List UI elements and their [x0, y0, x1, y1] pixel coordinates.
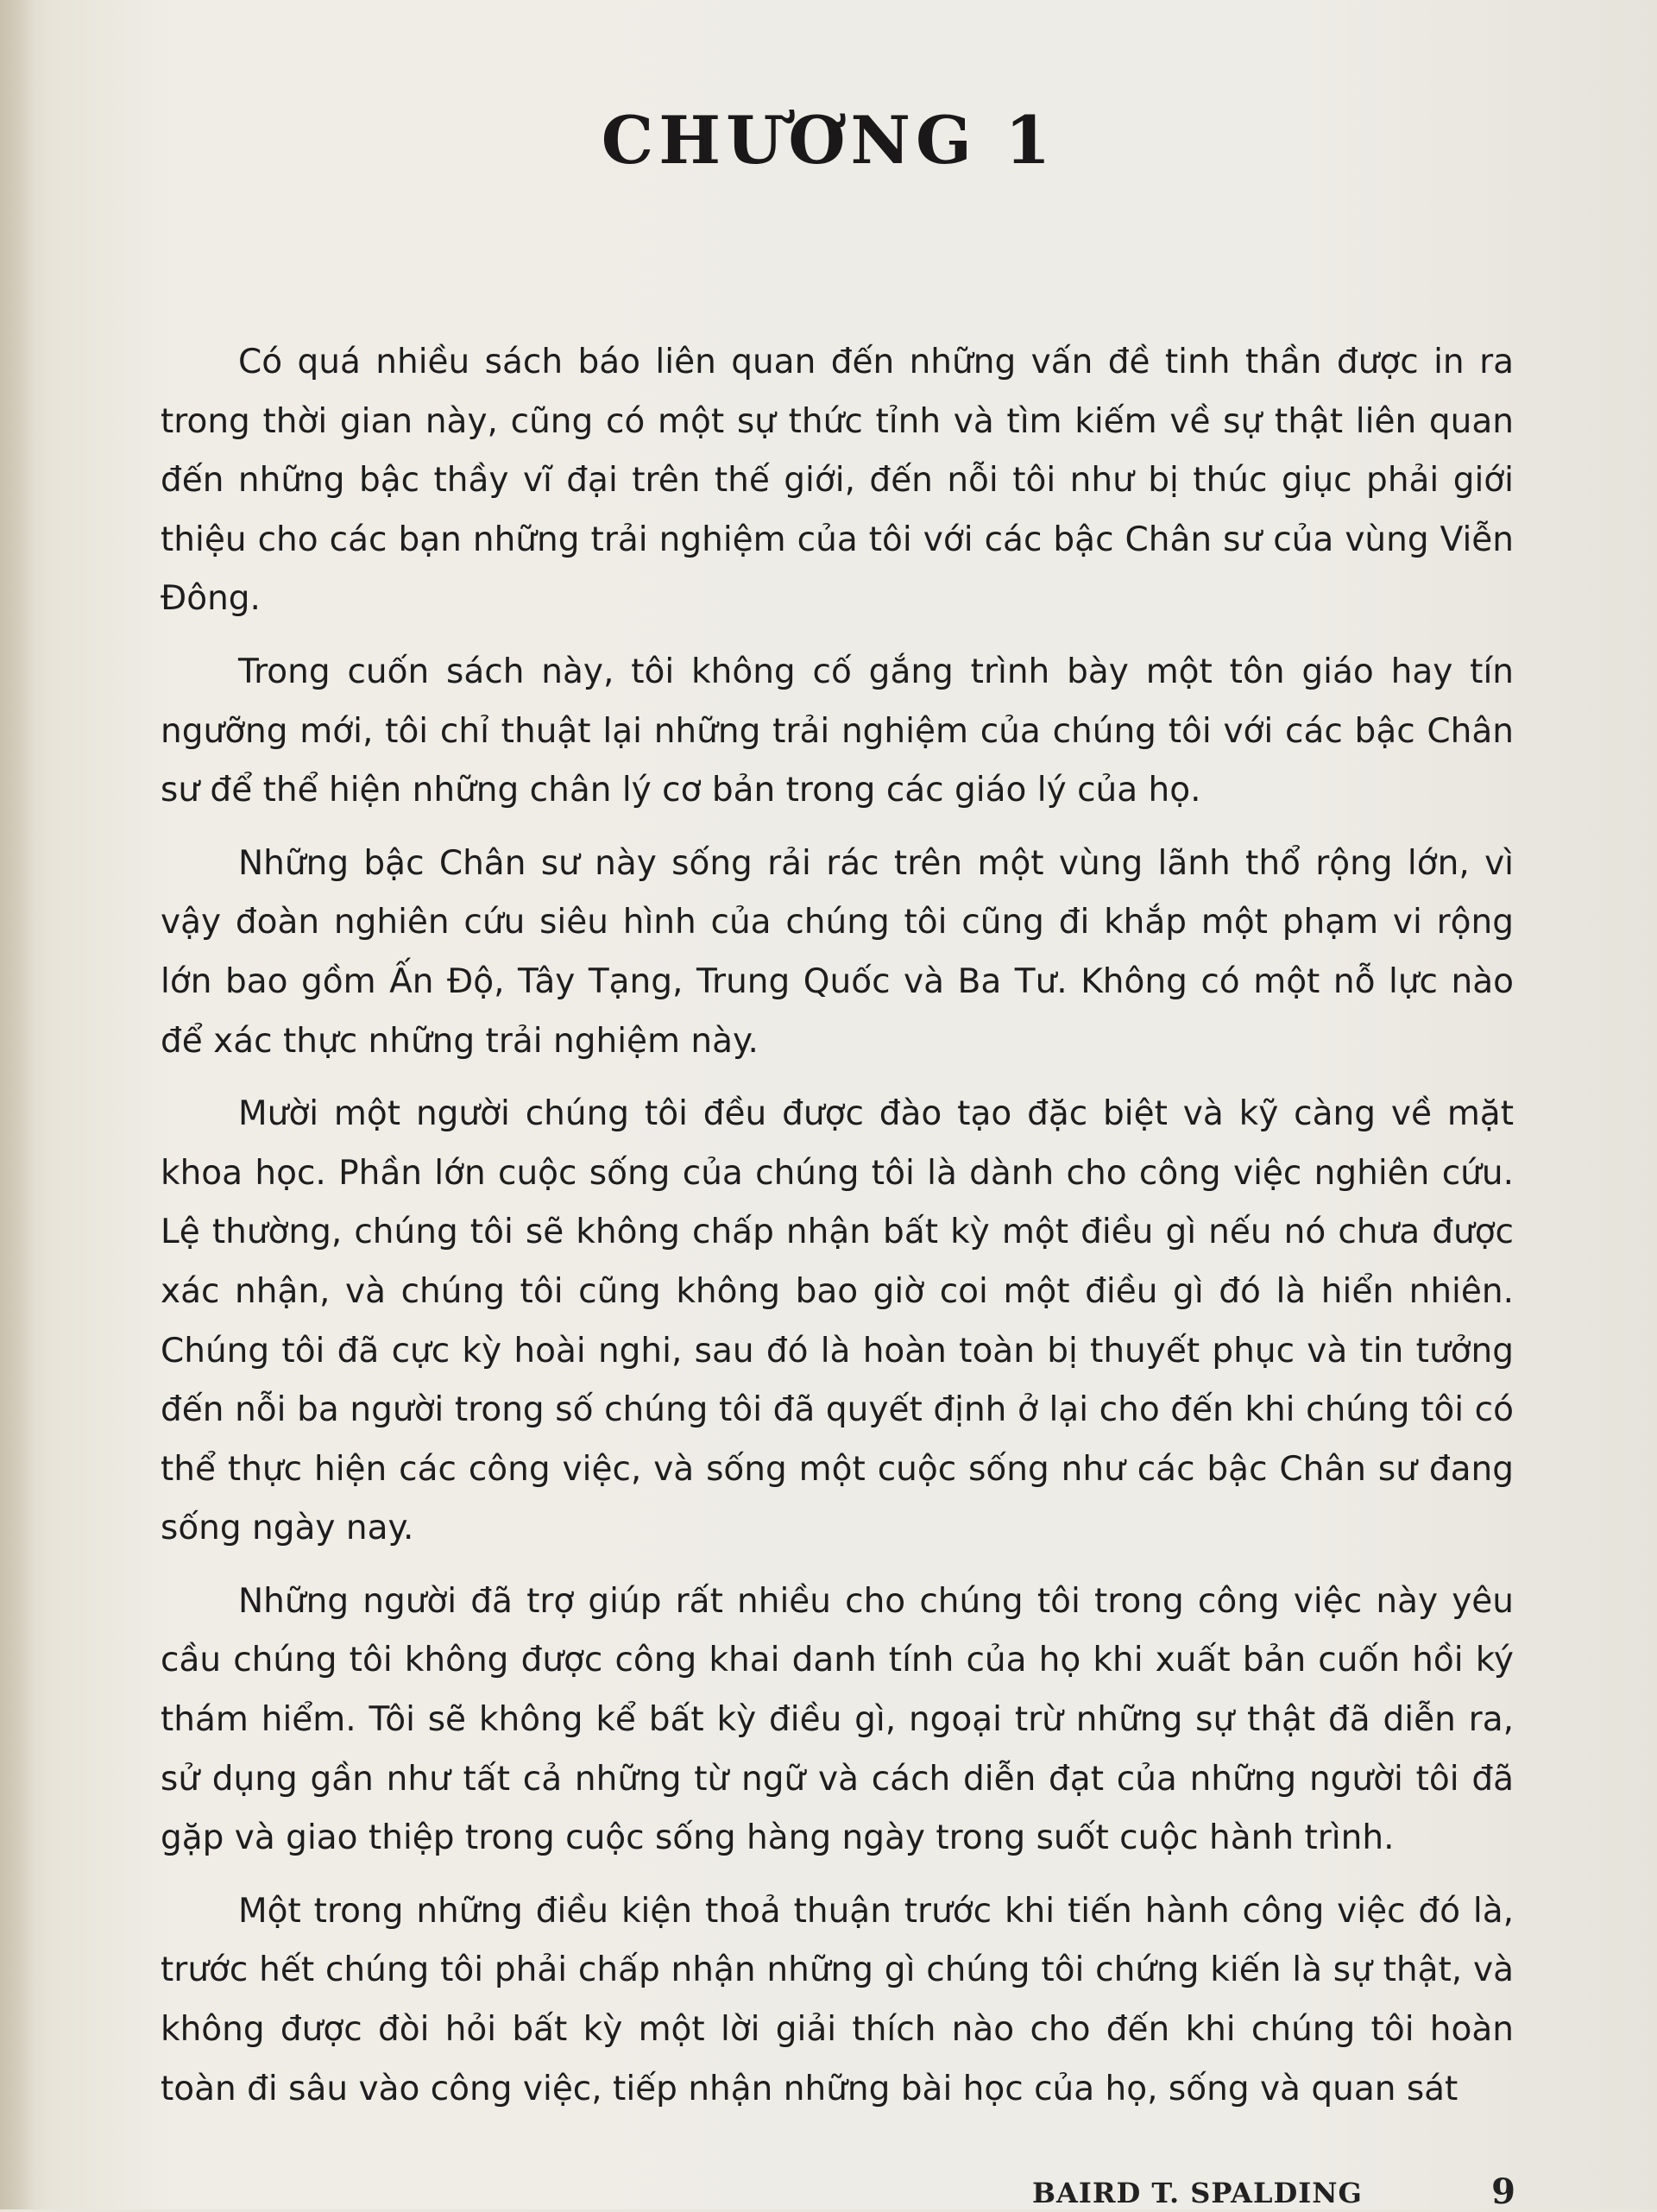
- paragraph-2: Trong cuốn sách này, tôi không cố gắng trình bày một tôn giáo hay tín ngưỡng mới, tôi chỉ thuật lại những trải nghiệm của chúng tôi với các bậc Chân sư để thể hiện những chân lý cơ bản trong các giáo lý của họ.: [161, 652, 1514, 810]
- paragraph-1: Có quá nhiều sách báo liên quan đến những vấn đề tinh thần được in ra trong thời gian này, cũng có một sự thức tỉnh và tìm kiếm về sự thật liên quan đến những bậc thầy vĩ đại trên thế giới, đến nỗi tôi như bị thúc giục phải giới thiệu cho các bạn những trải nghiệm của tôi với các bậc Chân sư của vùng Viễn Đông.: [161, 343, 1514, 619]
- chapter-body: [161, 333, 1514, 2133]
- chapter-title: CHƯƠNG 1: [601, 102, 1056, 179]
- paragraph-5: Những người đã trợ giúp rất nhiều cho chúng tôi trong công việc này yêu cầu chúng tôi không được công khai danh tính của họ khi xuất bản cuốn hồi ký thám hiểm. Tôi sẽ không kể bất kỳ điều gì, ngoại trừ những sự thật đã diễn ra, sử dụng gần như tất cả những từ ngữ và cách diễn đạt của những người tôi đã gặp và giao thiệp trong cuộc sống hàng ngày trong suốt cuộc hành trình.: [161, 1581, 1514, 1858]
- paragraph-3: Những bậc Chân sư này sống rải rác trên một vùng lãnh thổ rộng lớn, vì vậy đoàn nghiên cứu siêu hình của chúng tôi cũng đi khắp một phạm vi rộng lớn bao gồm Ấn Độ, Tây Tạng, Trung Quốc và Ba Tư. Không có một nỗ lực nào để xác thực những trải nghiệm này.: [161, 843, 1514, 1061]
- running-footer-author: BAIRD T. SPALDING: [1032, 2177, 1363, 2209]
- page-number: 9: [1491, 2171, 1515, 2212]
- paragraph-6: Một trong những điều kiện thoả thuận trước khi tiến hành công việc đó là, trước hết chúng tôi phải chấp nhận những gì chúng tôi chứng kiến là sự thật, và không được đòi hỏi bất kỳ một lời giải thích nào cho đến khi chúng tôi hoàn toàn đi sâu vào công việc, tiếp nhận những bài học của họ, sống và quan sát: [161, 1891, 1514, 2108]
- paragraph-4: Mười một người chúng tôi đều được đào tạo đặc biệt và kỹ càng về mặt khoa học. Phần lớn cuộc sống của chúng tôi là dành cho công việc nghiên cứu. Lệ thường, chúng tôi sẽ không chấp nhận bất kỳ một điều gì nếu nó chưa được xác nhận, và chúng tôi cũng không bao giờ coi một điều gì đó là hiển nhiên. Chúng tôi đã cực kỳ hoài nghi, sau đó là hoàn toàn bị thuyết phục và tin tưởng đến nỗi ba người trong số chúng tôi đã quyết định ở lại cho đến khi chúng tôi có thể thực hiện các công việc, và sống một cuộc sống như các bậc Chân sư đang sống ngày nay.: [161, 1094, 1514, 1548]
- page-footer: [1032, 2168, 1515, 2212]
